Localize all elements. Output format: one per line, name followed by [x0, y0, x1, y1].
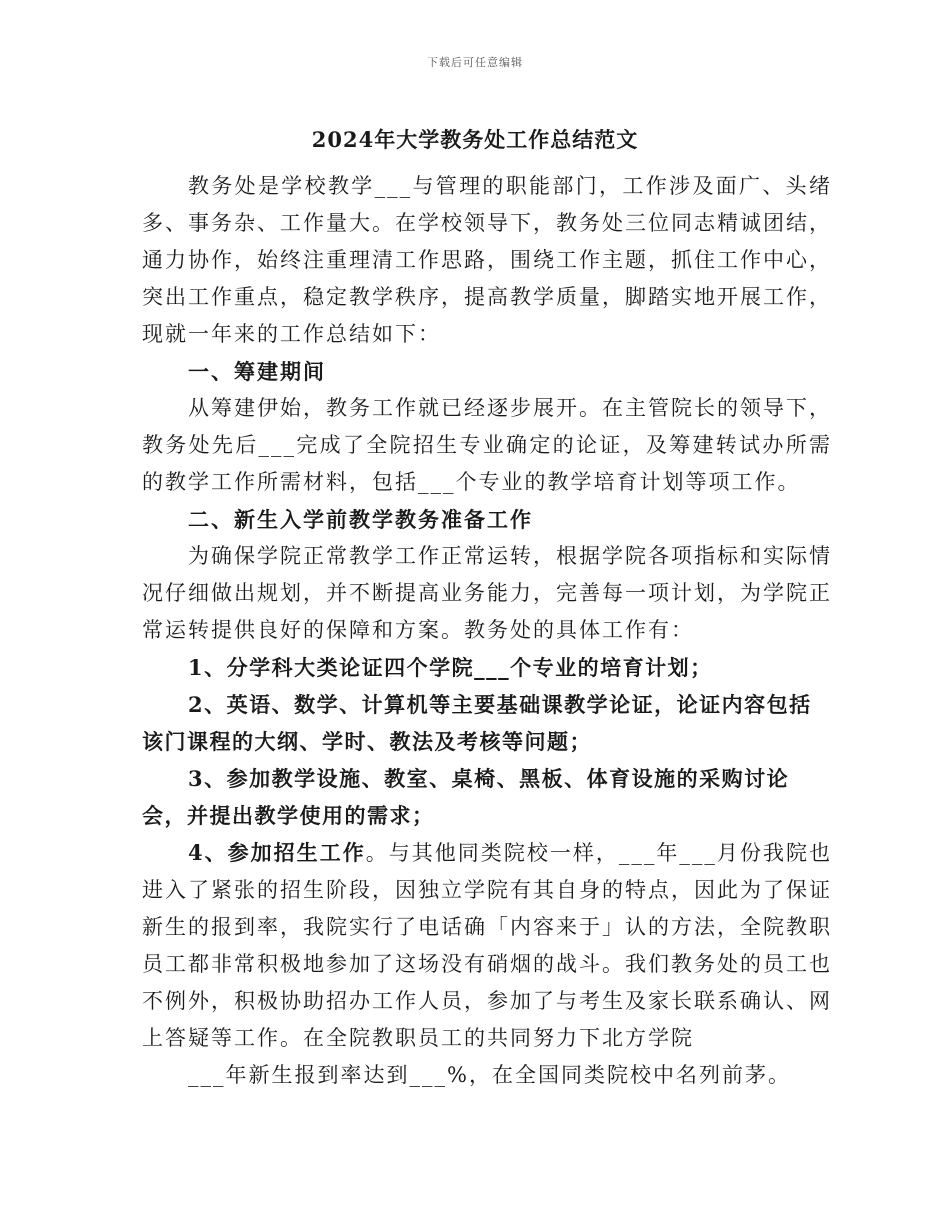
- document-body: [142, 168, 832, 1094]
- item4-text: 。与其他同类院校一样，___年___月份我院也进入了紧张的招生阶段，因独立学院有其自身的特点，因此为了保证新生的报到率，我院实行了电话确「内容来于」认的方法，全院教职员工都非常积极地参加了这场没有硝烟的战斗。我们教务处的员工也不例外，积极协助招办工作人员，参加了与考生及家长联系确认、网上答疑等工作。在全院教职员工的共同努力下北方学院: [142, 841, 832, 1050]
- section2-heading: 二、新生入学前教学教务准备工作: [188, 507, 533, 532]
- header-note: 下载后可任意编辑: [427, 56, 523, 69]
- list-item: 1、分学科大类论证四个学院___个专业的培育计划；: [188, 655, 713, 680]
- item4-heading: 4、参加招生工作: [188, 840, 366, 865]
- item4-paragraph: [142, 834, 832, 1057]
- list-item: 3、参加教学设施、教室、桌椅、黑板、体育设施的采购讨论会，并提出教学使用的需求；: [142, 766, 790, 828]
- section2-paragraph: 为确保学院正常教学工作正常运转，根据学院各项指标和实际情况仔细做出规划，并不断提高业务能力，完善每一项计划，为学院正常运转提供良好的保障和方案。教务处的具体工作有：: [142, 544, 832, 642]
- intro-paragraph: 教务处是学校教学___与管理的职能部门，工作涉及面广、头绪多、事务杂、工作量大。在学校领导下，教务处三位同志精诚团结，通力协作，始终注重理清工作思路，围绕工作主题，抓住工作中心，突出工作重点，稳定教学秩序，提高教学质量，脚踏实地开展工作，现就一年来的工作总结如下：: [142, 174, 832, 346]
- section1-paragraph: 从筹建伊始，教务工作就已经逐步展开。在主管院长的领导下，教务处先后___完成了全院招生专业确定的论证，及筹建转试办所需的教学工作所需材料，包括___个专业的教学培育计划等项工作。: [142, 396, 832, 494]
- list-item: 2、英语、数学、计算机等主要基础课教学论证，论证内容包括该门课程的大纲、学时、教法及考核等问题；: [142, 692, 812, 754]
- document-title: 2024年大学教务处工作总结范文: [311, 127, 639, 152]
- closing-paragraph: ___年新生报到率达到___%，在全国同类院校中名列前茅。: [188, 1063, 791, 1087]
- section1-heading: 一、筹建期间: [188, 359, 326, 384]
